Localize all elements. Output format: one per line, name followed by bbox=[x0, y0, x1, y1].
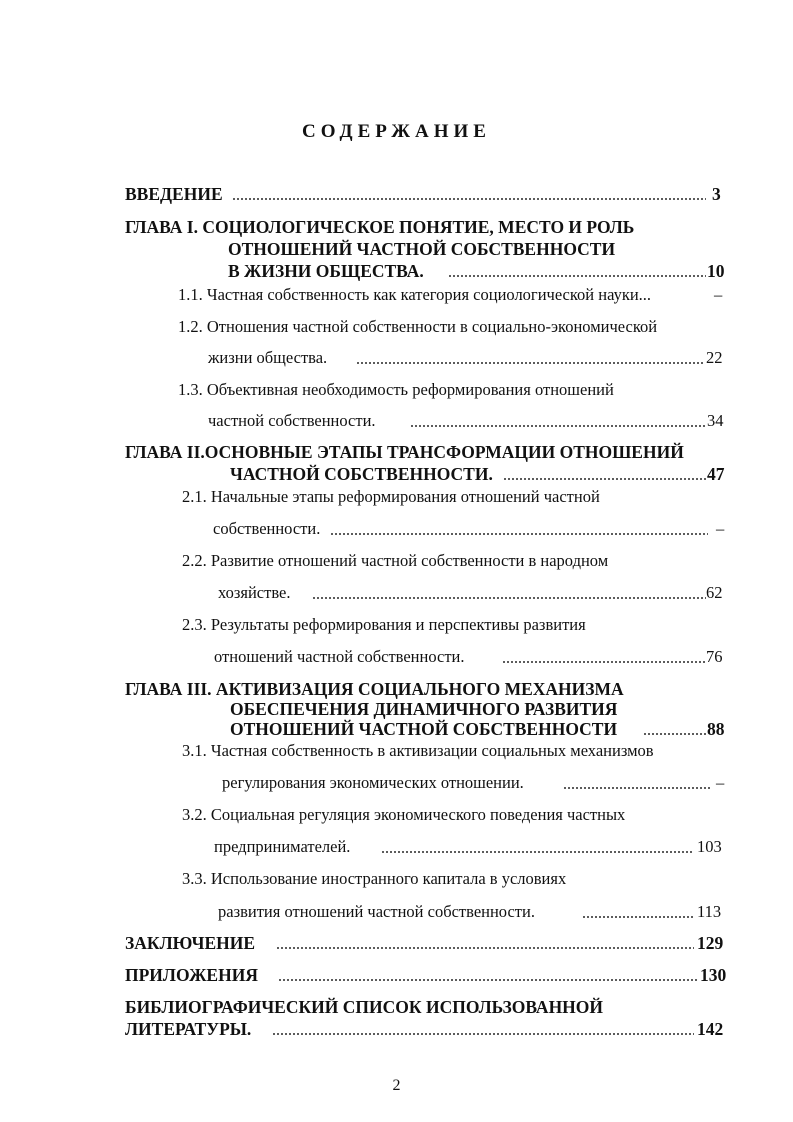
toc-s23-line2: отношений частной собственности. bbox=[214, 647, 465, 666]
leader-dots bbox=[582, 916, 694, 918]
toc-ch1-line2: ОТНОШЕНИЙ ЧАСТНОЙ СОБСТВЕННОСТИ bbox=[228, 239, 616, 259]
leader-dots bbox=[278, 979, 698, 981]
toc-s32-line1: 3.2. Социальная регуляция экономического поведения частных bbox=[182, 805, 626, 824]
leader-dots bbox=[563, 787, 711, 789]
leader-dots bbox=[381, 851, 694, 853]
toc-ch3-line3: ОТНОШЕНИЙ ЧАСТНОЙ СОБСТВЕННОСТИ bbox=[230, 719, 618, 739]
toc-appendix-label: ПРИЛОЖЕНИЯ bbox=[125, 965, 258, 985]
toc-ch1-line3: В ЖИЗНИ ОБЩЕСТВА. bbox=[228, 261, 424, 281]
toc-s33-line2: развития отношений частной собственности. bbox=[218, 902, 535, 921]
toc-s11-line1: 1.1. Частная собственность как категория социологической науки... bbox=[178, 285, 652, 304]
toc-s21-line1: 2.1. Начальные этапы реформирования отношений частной bbox=[182, 487, 600, 506]
toc-s33-page: 113 bbox=[697, 902, 722, 921]
leader-dots bbox=[356, 362, 704, 364]
page-number: 2 bbox=[392, 1077, 401, 1094]
toc-ch1-page: 10 bbox=[707, 261, 725, 281]
leader-dots bbox=[276, 947, 694, 949]
toc-s13-page: 34 bbox=[707, 411, 724, 430]
toc-s11-page: – bbox=[714, 285, 723, 304]
toc-s33-line1: 3.3. Использование иностранного капитала в условиях bbox=[182, 869, 567, 888]
leader-dots bbox=[232, 198, 706, 200]
toc-s31-line2: регулирования экономических отношении. bbox=[222, 773, 524, 792]
toc-s23-page: 76 bbox=[706, 647, 723, 666]
toc-bibliography-line1: БИБЛИОГРАФИЧЕСКИЙ СПИСОК ИСПОЛЬЗОВАННОЙ bbox=[125, 997, 604, 1017]
toc-s32-line2: предпринимателей. bbox=[214, 837, 351, 856]
toc-ch3-line1: ГЛАВА III. АКТИВИЗАЦИЯ СОЦИАЛЬНОГО МЕХАНИЗМА bbox=[125, 679, 624, 699]
toc-s22-line1: 2.2. Развитие отношений частной собственности в народном bbox=[182, 551, 609, 570]
toc-bibliography-page: 142 bbox=[697, 1019, 724, 1039]
toc-ch2-line2: ЧАСТНОЙ СОБСТВЕННОСТИ. bbox=[230, 464, 493, 484]
page-title: СОДЕРЖАНИЕ bbox=[302, 121, 491, 142]
toc-s21-line2: собственности. bbox=[213, 519, 321, 538]
toc-conclusion-page: 129 bbox=[697, 933, 724, 953]
toc-s12-line1: 1.2. Отношения частной собственности в социально-экономической bbox=[178, 317, 658, 336]
toc-s21-page: – bbox=[716, 519, 725, 538]
leader-dots bbox=[330, 533, 708, 535]
toc-s23-line1: 2.3. Результаты реформирования и перспективы развития bbox=[182, 615, 586, 634]
toc-s31-page: – bbox=[716, 773, 725, 792]
leader-dots bbox=[503, 478, 706, 480]
toc-s22-page: 62 bbox=[706, 583, 723, 602]
leader-dots bbox=[502, 661, 706, 663]
toc-bibliography-line2: ЛИТЕРАТУРЫ. bbox=[125, 1019, 252, 1039]
leader-dots bbox=[272, 1033, 694, 1035]
toc-s22-line2: хозяйстве. bbox=[218, 583, 291, 602]
leader-dots bbox=[643, 733, 706, 735]
toc-s13-line2: частной собственности. bbox=[208, 411, 376, 430]
toc-ch3-line2: ОБЕСПЕЧЕНИЯ ДИНАМИЧНОГО РАЗВИТИЯ bbox=[230, 699, 618, 719]
leader-dots bbox=[410, 425, 706, 427]
leader-dots bbox=[448, 275, 706, 277]
toc-s13-line1: 1.3. Объективная необходимость реформирования отношений bbox=[178, 380, 614, 399]
toc-s12-line2: жизни общества. bbox=[208, 348, 328, 367]
toc-appendix-page: 130 bbox=[700, 965, 727, 985]
toc-ch2-page: 47 bbox=[707, 464, 725, 484]
toc-ch3-page: 88 bbox=[707, 719, 725, 739]
toc-s31-line1: 3.1. Частная собственность в активизации социальных механизмов bbox=[182, 741, 654, 760]
toc-ch1-line1: ГЛАВА I. СОЦИОЛОГИЧЕСКОЕ ПОНЯТИЕ, МЕСТО И РОЛЬ bbox=[125, 217, 635, 237]
toc-intro-label: ВВЕДЕНИЕ bbox=[125, 184, 223, 204]
toc-ch2-line1: ГЛАВА II.ОСНОВНЫЕ ЭТАПЫ ТРАНСФОРМАЦИИ ОТНОШЕНИЙ bbox=[125, 442, 684, 462]
leader-dots bbox=[312, 597, 706, 599]
toc-s12-page: 22 bbox=[706, 348, 723, 367]
toc-s32-page: 103 bbox=[697, 837, 722, 856]
toc-intro-page: 3 bbox=[712, 184, 721, 204]
toc-conclusion-label: ЗАКЛЮЧЕНИЕ bbox=[125, 933, 256, 953]
